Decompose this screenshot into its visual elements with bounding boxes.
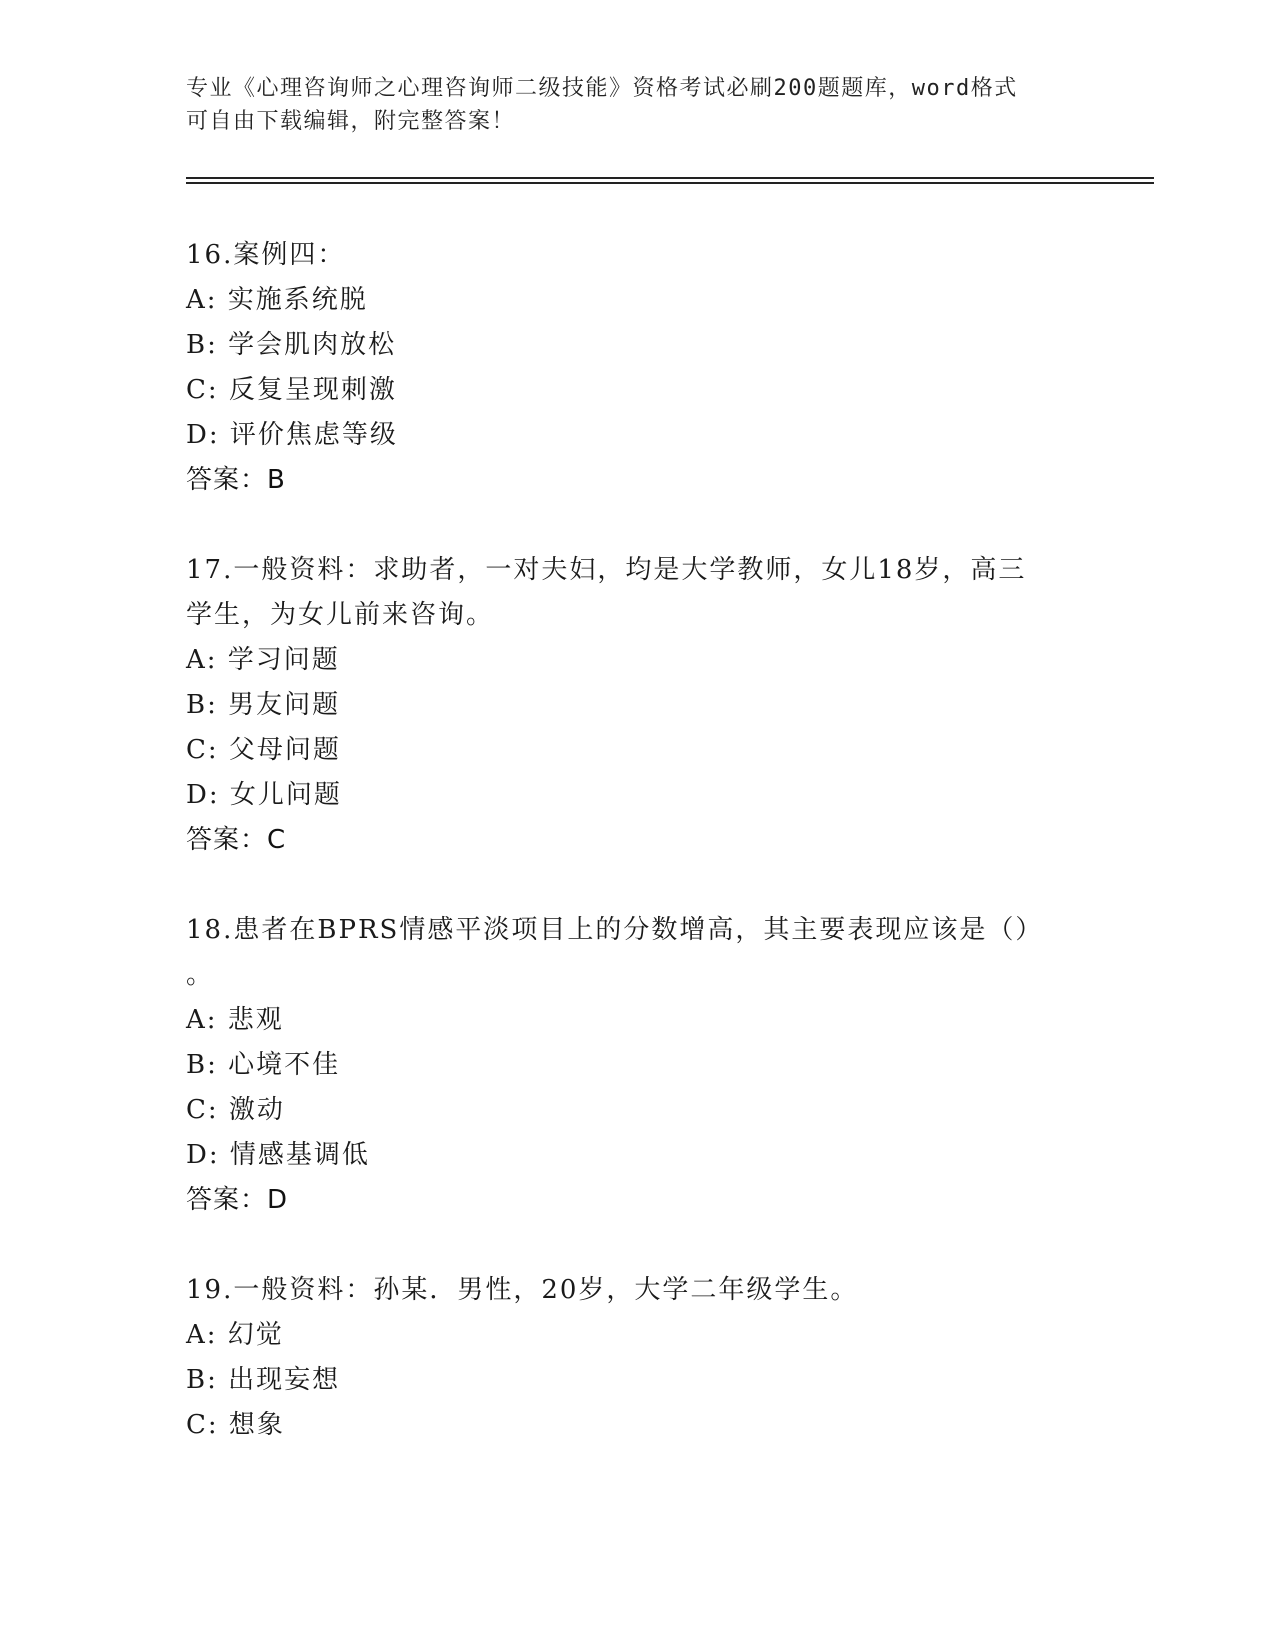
- answer-option: A: 学习问题: [186, 645, 340, 675]
- answer-option: D: 情感基调低: [186, 1140, 370, 1170]
- answer-option: B: 出现妄想: [186, 1365, 341, 1395]
- header-rule-bottom: [186, 182, 1154, 184]
- question-block: [186, 1268, 1066, 1448]
- answer-option: D: 评价焦虑等级: [186, 420, 398, 450]
- question-block: [186, 908, 1066, 1223]
- answer-key: 答案：B: [186, 465, 286, 495]
- document-header: [186, 72, 1086, 138]
- question-stem: 学生，为女儿前来咨询。: [186, 600, 495, 630]
- header-rule-top: [186, 177, 1154, 179]
- answer-option: D: 女儿问题: [186, 780, 342, 810]
- answer-option: C: 激动: [186, 1095, 285, 1125]
- question-block: [186, 233, 1066, 503]
- answer-option: A: 幻觉: [186, 1320, 284, 1350]
- answer-option: B: 男友问题: [186, 690, 341, 720]
- question-stem: 17.一般资料：求助者，一对夫妇，均是大学教师，女儿18岁，高三: [186, 555, 1027, 585]
- answer-option: A: 悲观: [186, 1005, 284, 1035]
- question-stem: 。: [186, 960, 215, 990]
- answer-key: 答案：D: [186, 1185, 289, 1215]
- question-stem: 19.一般资料：孙某．男性，20岁，大学二年级学生。: [186, 1275, 859, 1305]
- answer-option: C: 父母问题: [186, 735, 341, 765]
- header-line-2: 可自由下载编辑，附完整答案！: [186, 109, 516, 134]
- answer-option: A: 实施系统脱: [186, 285, 368, 315]
- answer-option: C: 想象: [186, 1410, 285, 1440]
- question-list: [186, 233, 1066, 1448]
- question-stem: 18.患者在BPRS情感平淡项目上的分数增高，其主要表现应该是（）: [186, 915, 1044, 945]
- answer-key: 答案：C: [186, 825, 287, 855]
- answer-option: B: 心境不佳: [186, 1050, 341, 1080]
- question-stem: 16.案例四：: [186, 240, 346, 270]
- header-line-1: 专业《心理咨询师之心理咨询师二级技能》资格考试必刷200题题库，word格式: [186, 76, 1018, 101]
- question-block: [186, 548, 1066, 863]
- answer-option: C: 反复呈现刺激: [186, 375, 397, 405]
- answer-option: B: 学会肌肉放松: [186, 330, 397, 360]
